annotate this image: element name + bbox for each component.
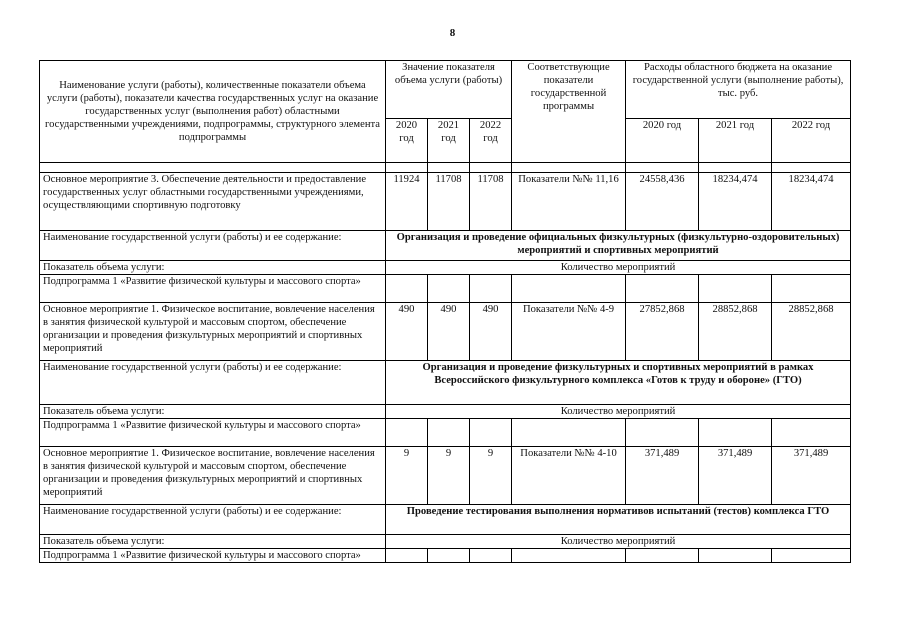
header-name-cell: Наименование услуги (работы), количественные показатели объема услуги (работы), показатели качества государственных услуг на оказание государственных услуг (выполнения работ) областными государственными учреждениями, подпрограммы, структурного элемента подпрограммы (40, 61, 386, 163)
year-cell: 2021 год (699, 119, 772, 163)
volume-2020: 9 (386, 447, 428, 505)
table-row (40, 447, 851, 505)
volume-2022: 9 (470, 447, 512, 505)
row-name: Основное мероприятие 3. Обеспечение деятельности и предоставление государственных услуг областными государственными учреждениями, осуществляющими спортивную подготовку (40, 173, 386, 231)
subprogram-name: Подпрограмма 1 «Развитие физической культуры и массового спорта» (40, 549, 386, 563)
row-name: Основное мероприятие 1. Физическое воспитание, вовлечение населения в занятия физической культурой и массовым спортом, обеспечение организации и проведения физкультурных мероприятий и спортивных мероприятий (40, 447, 386, 505)
service-name-row (40, 361, 851, 405)
volume-value: Количество мероприятий (386, 535, 851, 549)
expense-2021: 28852,868 (699, 303, 772, 361)
volume-indicator-row (40, 261, 851, 275)
header-volume-cell: Значение показателя объема услуги (работы) (386, 61, 512, 119)
service-value: Организация и проведение официальных физкультурных (физкультурно-оздоровительных) мероприятий и спортивных мероприятий (386, 231, 851, 261)
volume-2021: 9 (428, 447, 470, 505)
expense-2020: 24558,436 (626, 173, 699, 231)
volume-value: Количество мероприятий (386, 261, 851, 275)
spacer-row (40, 163, 851, 173)
subprogram-row (40, 275, 851, 303)
subprogram-name: Подпрограмма 1 «Развитие физической культуры и массового спорта» (40, 419, 386, 447)
expense-2022: 28852,868 (772, 303, 851, 361)
expense-2022: 371,489 (772, 447, 851, 505)
volume-label: Показатель объема услуги: (40, 261, 386, 275)
volume-2021: 11708 (428, 173, 470, 231)
volume-2020: 11924 (386, 173, 428, 231)
indicators: Показатели №№ 11,16 (512, 173, 626, 231)
row-name: Основное мероприятие 1. Физическое воспитание, вовлечение населения в занятия физической культурой и массовым спортом, обеспечение организации и проведения физкультурных мероприятий и спортивных мероприятий (40, 303, 386, 361)
indicators: Показатели №№ 4-10 (512, 447, 626, 505)
volume-2022: 490 (470, 303, 512, 361)
service-label: Наименование государственной услуги (работы) и ее содержание: (40, 505, 386, 535)
subprogram-row (40, 549, 851, 563)
expense-2021: 18234,474 (699, 173, 772, 231)
services-table (39, 60, 851, 563)
subprogram-row (40, 419, 851, 447)
year-cell: 2020 год (386, 119, 428, 163)
service-label: Наименование государственной услуги (работы) и ее содержание: (40, 361, 386, 405)
volume-label: Показатель объема услуги: (40, 405, 386, 419)
year-cell: 2020 год (626, 119, 699, 163)
service-label: Наименование государственной услуги (работы) и ее содержание: (40, 231, 386, 261)
table-row (40, 173, 851, 231)
year-cell: 2022 год (772, 119, 851, 163)
volume-label: Показатель объема услуги: (40, 535, 386, 549)
volume-indicator-row (40, 535, 851, 549)
table-row (40, 303, 851, 361)
expense-2022: 18234,474 (772, 173, 851, 231)
year-cell: 2021 год (428, 119, 470, 163)
volume-value: Количество мероприятий (386, 405, 851, 419)
service-value: Организация и проведение физкультурных и спортивных мероприятий в рамках Всероссийского физкультурного комплекса «Готов к труду и обороне» (ГТО) (386, 361, 851, 405)
volume-indicator-row (40, 405, 851, 419)
volume-2022: 11708 (470, 173, 512, 231)
page-number: 8 (449, 27, 456, 39)
subprogram-name: Подпрограмма 1 «Развитие физической культуры и массового спорта» (40, 275, 386, 303)
expense-2020: 27852,868 (626, 303, 699, 361)
header-row (40, 61, 851, 119)
service-name-row (40, 231, 851, 261)
volume-2020: 490 (386, 303, 428, 361)
year-cell: 2022 год (470, 119, 512, 163)
header-indicators-cell: Соответствующие показатели государственной программы (512, 61, 626, 163)
volume-2021: 490 (428, 303, 470, 361)
service-value: Проведение тестирования выполнения нормативов испытаний (тестов) комплекса ГТО (386, 505, 851, 535)
expense-2020: 371,489 (626, 447, 699, 505)
indicators: Показатели №№ 4-9 (512, 303, 626, 361)
header-expenses-cell: Расходы областного бюджета на оказание государственной услуги (выполнение работы), тыс. руб. (626, 61, 851, 119)
expense-2021: 371,489 (699, 447, 772, 505)
service-name-row (40, 505, 851, 535)
